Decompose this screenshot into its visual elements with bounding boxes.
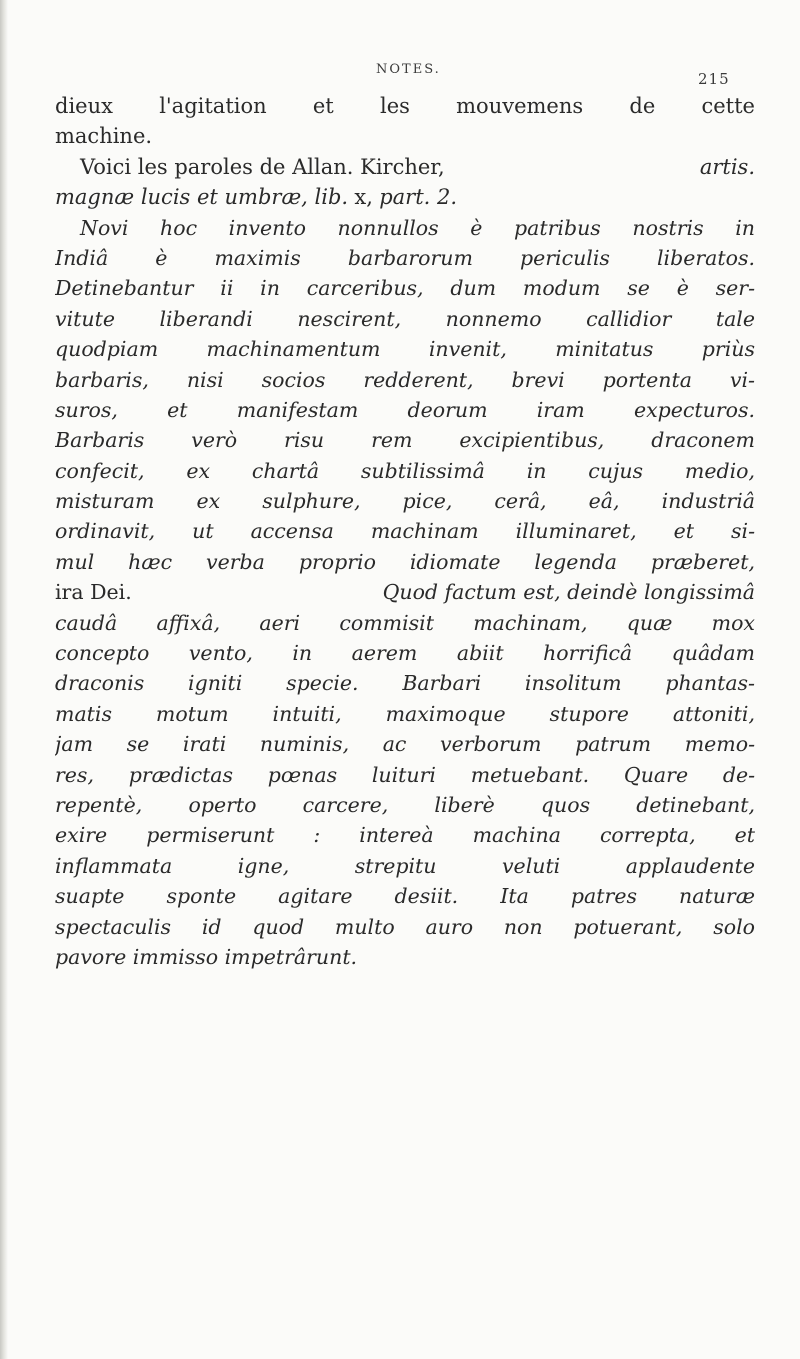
latin-text: suapte sponte agitare desiit. Ita patres naturæ <box>55 884 755 909</box>
citation-title: artis. <box>699 154 755 179</box>
latin-line <box>55 760 755 790</box>
latin-line <box>55 456 755 486</box>
latin-text-roman: ira Dei. <box>55 580 132 605</box>
text-line <box>55 152 755 182</box>
latin-text: barbaris, nisi socios redderent, brevi portenta vi- <box>55 367 755 392</box>
page-edge-shadow <box>0 0 8 1359</box>
text-line <box>55 182 755 212</box>
latin-line <box>55 881 755 911</box>
latin-text: Detinebantur ii in carceribus, dum modum se è ser- <box>55 276 755 301</box>
latin-text: draconis igniti specie. Barbari insolitum phantas- <box>55 671 755 696</box>
latin-text: inflammata igne, strepitu veluti applaudente <box>55 853 755 878</box>
latin-text: exire permiserunt : intereà machina correpta, et <box>55 823 755 848</box>
latin-line <box>55 395 755 425</box>
latin-text: Barbaris verò risu rem excipientibus, draconem <box>55 428 755 453</box>
latin-text: caudâ affixâ, aeri commisit machinam, quæ mox <box>55 610 755 635</box>
latin-text: res, prædictas pœnas luituri metuebant. Quare de- <box>55 762 755 787</box>
latin-line <box>55 668 755 698</box>
header-title: NOTES. <box>376 62 441 77</box>
latin-line <box>55 577 755 607</box>
latin-line <box>55 213 755 243</box>
latin-line <box>55 486 755 516</box>
latin-line <box>55 304 755 334</box>
citation-title: magnæ lucis et umbræ, lib. <box>55 185 349 210</box>
citation-book: x, <box>354 185 373 210</box>
latin-line <box>55 820 755 850</box>
latin-text: ordinavit, ut accensa machinam illuminaret, et si- <box>55 519 755 544</box>
latin-text: matis motum intuiti, maximoque stupore attoniti, <box>55 701 755 726</box>
latin-line <box>55 638 755 668</box>
latin-line <box>55 243 755 273</box>
latin-line <box>55 729 755 759</box>
latin-text: misturam ex sulphure, pice, cerâ, eâ, industriâ <box>55 489 755 514</box>
latin-line <box>55 334 755 364</box>
page-number: 215 <box>698 70 730 88</box>
latin-text: confecit, ex chartâ subtilissimâ in cujus medio, <box>55 458 755 483</box>
latin-text: jam se irati numinis, ac verborum patrum memo- <box>55 732 755 757</box>
body-text <box>55 91 755 972</box>
latin-text: mul hæc verba proprio idiomate legenda præberet, <box>55 549 755 574</box>
latin-text: concepto vento, in aerem abiit horrificâ quâdam <box>55 641 755 666</box>
latin-text: repentè, operto carcere, liberè quos detinebant, <box>55 792 755 817</box>
french-text: machine. <box>55 124 153 149</box>
latin-line <box>55 273 755 303</box>
latin-line <box>55 942 755 972</box>
latin-line <box>55 516 755 546</box>
latin-text: suros, et manifestam deorum iram expecturos. <box>55 397 755 422</box>
running-head <box>0 62 800 90</box>
latin-text: pavore immisso impetrârunt. <box>55 944 358 969</box>
text-line <box>55 121 755 151</box>
citation-intro: Voici les paroles de Allan. Kircher, <box>80 154 445 179</box>
text-line <box>55 91 755 121</box>
latin-line <box>55 608 755 638</box>
french-text: dieux l'agitation et les mouvemens de cette <box>55 94 755 118</box>
latin-line <box>55 912 755 942</box>
latin-line <box>55 425 755 455</box>
citation-part: part. 2. <box>379 185 458 210</box>
latin-line <box>55 851 755 881</box>
latin-text: quodpiam machinamentum invenit, minitatus priùs <box>55 337 755 362</box>
latin-text: Quod factum est, deindè longissimâ <box>382 580 755 605</box>
latin-line <box>55 547 755 577</box>
latin-text: Novi hoc invento nonnullos è patribus nostris in <box>80 215 755 240</box>
latin-text: vitute liberandi nescirent, nonnemo callidior tale <box>55 306 755 331</box>
latin-line <box>55 790 755 820</box>
latin-text: Indiâ è maximis barbarorum periculis liberatos. <box>55 245 755 270</box>
latin-text: spectaculis id quod multo auro non potuerant, solo <box>55 914 755 939</box>
latin-line <box>55 699 755 729</box>
latin-line <box>55 365 755 395</box>
